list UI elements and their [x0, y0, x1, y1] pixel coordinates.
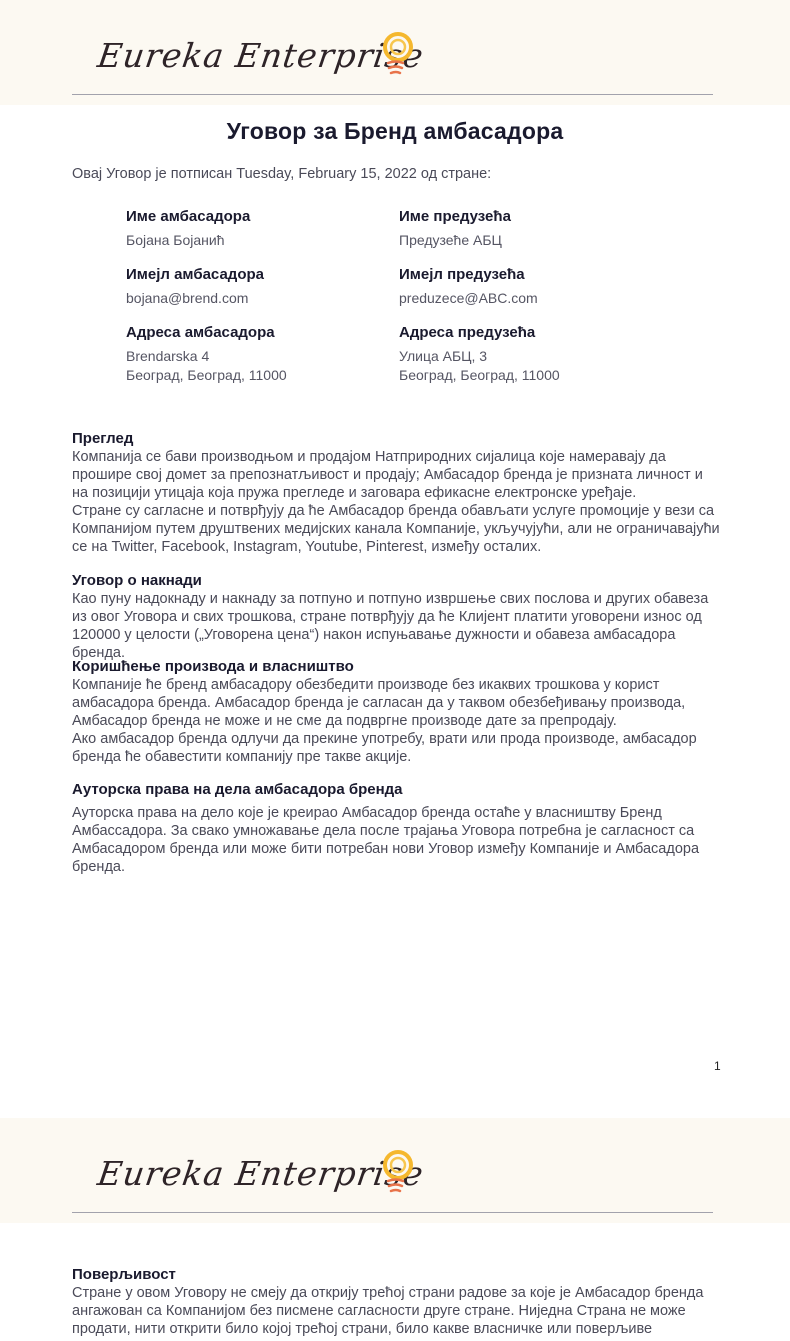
ambassador-details: [126, 207, 386, 381]
document-title: Уговор за Бренд амбасадора: [226, 118, 564, 144]
company-details: [399, 207, 659, 381]
page-header: [0, 1118, 790, 1223]
intro-text: Овај Уговор је потписан Tuesday, February 15, 2022 од стране:: [72, 166, 492, 182]
company-address-field: [399, 323, 659, 381]
ambassador-name: Бојана Бојанић: [126, 232, 225, 248]
ambassador-address-line1: Brendarska 4: [126, 348, 210, 364]
section-title: Ауторска права на дела амбасадора бренда: [72, 781, 403, 798]
paragraph: Стране у овом Уговору не смеју да открију трећој страни радове за које је Амбасадор бренда ангажован са Компанијом без писмене сагласности друге стране. Ниједна Страна не може продати, нити открити било којој трећој страни, било какве власничке или поверљиве: [72, 1285, 704, 1338]
section-body: [72, 1284, 722, 1338]
ambassador-name-field: [126, 207, 386, 265]
paragraph: Ауторска права на дело које је креирао Амбасадор бренда остаће у власништву Бренд Амбассадора. За свако умножавање дела после трајања Уговора потребна је сагласност са Амбасадором бренда или може бити потребан нови Уговор између Компаније и Амбасадора бренда.: [72, 805, 700, 876]
company-logo: [95, 30, 428, 92]
field-label: Адреса предузећа: [399, 324, 536, 341]
company-email: preduzece@ABC.com: [399, 290, 538, 306]
paragraph: Ако амбасадор бренда одлучи да прекине употребу, врати или прода производе, амбасадор бренда ће обавестити компанију пре такве акције.: [72, 731, 697, 766]
section-overview: [72, 430, 722, 557]
field-label: Имејл предузећа: [399, 266, 525, 283]
field-label: Адреса амбасадора: [126, 324, 275, 341]
header-divider: [72, 94, 713, 95]
section-copyright: [72, 781, 722, 876]
section-body: [72, 676, 722, 766]
section-title: Преглед: [72, 430, 134, 447]
lightbulb-icon: [376, 30, 420, 80]
section-body: [72, 448, 722, 557]
section-body: [72, 590, 722, 662]
header-divider: [72, 1212, 713, 1213]
company-email-field: [399, 265, 659, 323]
section-title: Поверљивост: [72, 1266, 176, 1283]
page-header: [0, 0, 790, 105]
company-logo: [95, 1148, 428, 1210]
document-page-2: [0, 1118, 790, 1341]
logo-text: Eureka Enterprise: [95, 1154, 427, 1193]
section-title: Коришћење производа и власништво: [72, 658, 354, 675]
section-body: [72, 804, 722, 876]
page-number: 1: [714, 1059, 721, 1073]
ambassador-address-field: [126, 323, 386, 381]
field-label: Име амбасадора: [126, 208, 251, 225]
paragraph: Стране су сагласне и потврђују да ће Амбасадор бренда обављати услуге промоције у вези са Компанијом путем друштвених медијских канала Компаније, укључујући, али не ограничавајући се на Twitter, Facebook, Instagram, Youtube, Pinterest, између осталих.: [72, 503, 720, 556]
lightbulb-icon: [376, 1148, 420, 1198]
company-name-field: [399, 207, 659, 265]
ambassador-email: bojana@brend.com: [126, 290, 249, 306]
ambassador-address-line2: Београд, Београд, 11000: [126, 367, 287, 383]
section-title: Уговор о накнади: [72, 572, 202, 589]
company-address-line2: Београд, Београд, 11000: [399, 367, 560, 383]
company-address-line1: Улица АБЦ, 3: [399, 348, 488, 364]
paragraph: Као пуну надокнаду и накнаду за потпуно и потпуно извршење свих послова и других обавеза из овог Уговора и свих трошкова, стране потврђују да ће Клијент платити уговорени износ од 120000 у целости („Уговорена цена“) након испуњавање дужности и обавеза амбасадора бренда.: [72, 591, 709, 662]
field-label: Имејл амбасадора: [126, 266, 264, 283]
company-name: Предузеће АБЦ: [399, 232, 502, 248]
section-product-use: [72, 658, 722, 766]
logo-text: Eureka Enterprise: [95, 36, 427, 75]
paragraph: Компанија се бави производњом и продајом Натприродних сијалица које намеравају да прошире свој домет за препознатљивост и продају; Амбасадор бренда је призната личност и на позицији утицаја која пружа прегледе и заговара ефикасне електронске уређаје.: [72, 449, 703, 502]
section-compensation: [72, 572, 722, 662]
section-confidentiality: [72, 1266, 722, 1338]
field-label: Име предузећа: [399, 208, 511, 225]
paragraph: Компаније ће бренд амбасадору обезбедити производе без икаквих трошкова у корист амбасадора бренда. Амбасадор бренда је сагласан да у таквом обезбеђивању производа, Амбасадор бренда не може и не сме да подвргне производе дате за препродају.: [72, 677, 686, 730]
ambassador-email-field: [126, 265, 386, 323]
